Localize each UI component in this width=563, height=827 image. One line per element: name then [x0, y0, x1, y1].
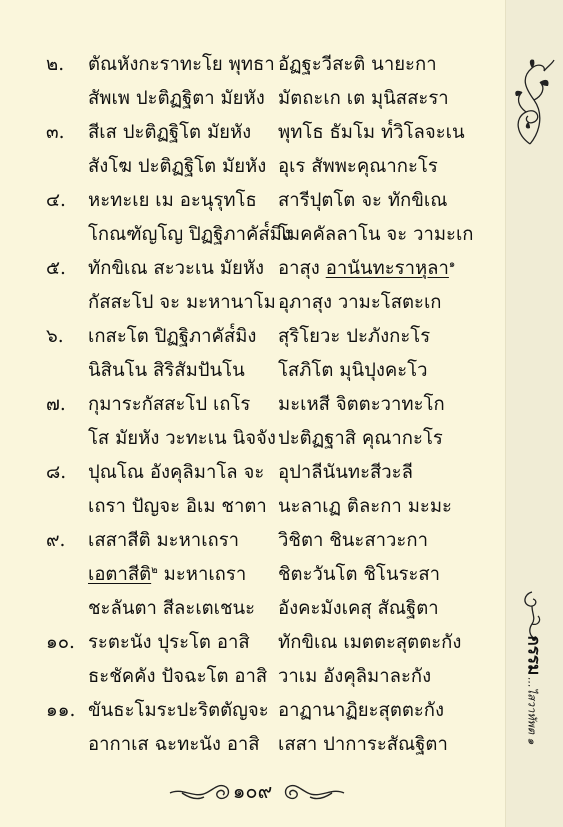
verse-right-text: ทักขิเณ เมตตะสุตตะกัง: [278, 632, 462, 653]
verse-left-text: นิสินโน สิริสัมปันโน: [88, 360, 245, 381]
verse-left-text: ทักขิเณ สะวะเน มัยหัง: [88, 258, 265, 279]
verse-left-text: กัสสะโป จะ มะหานาโม: [88, 292, 276, 313]
verse-line: [0, 422, 505, 456]
verse-line: [0, 116, 505, 150]
footnote-marker: ๒: [151, 564, 158, 576]
verse-number: ๑๑.: [46, 700, 76, 721]
verse-right-text: มะเหสี จิตตะวาทะโก: [278, 394, 445, 415]
verse-left-text: ธะชัคคัง ปัจฉะโต อาสิ: [88, 666, 268, 687]
verse-right-text: อุเร สัพพะคุณากะโร: [278, 156, 438, 177]
swirl-ornament-icon: [516, 588, 550, 642]
book-title: กรรม: [523, 635, 544, 676]
verse-right-text: มัตถะเก เต มุนิสสะรา: [278, 88, 449, 109]
verse-right-text: สารีปุตโต จะ ทักขิเณ: [278, 190, 448, 211]
verse-number: ๔.: [46, 190, 66, 211]
verse-left-text: ขันธะโมระปะริตตัญจะ: [88, 700, 269, 721]
verse-right-text: อังคะมังเคสุ สัณฐิตา: [278, 598, 439, 619]
verse-right-text: สุริโยวะ ปะภังกะโร: [278, 326, 431, 347]
verse-line: [0, 184, 505, 218]
verse-right-text: อุภาสุง วามะโสตะเก: [278, 292, 442, 313]
verse-number: ๗.: [46, 394, 66, 415]
underlined-name: อานันทะราหุลา: [325, 258, 449, 279]
verse-left-text: ระตะนัง ปุระโต อาสิ: [88, 632, 250, 653]
verse-left-text: เสสาสีติ มะหาเถรา: [88, 530, 240, 551]
verse-number: ๓.: [46, 122, 65, 143]
verse-line: [0, 286, 505, 320]
verse-line: [0, 490, 505, 524]
verse-line: [0, 660, 505, 694]
book-side-title: [521, 636, 548, 745]
footer-flourish-right-icon: [280, 780, 346, 806]
verse-right-text: อัฏฐะวีสะติ นายะกา: [278, 54, 437, 75]
verse-left-text: สีเส ปะติฏฐิโต มัยหัง: [88, 122, 252, 143]
verse-number: ๒.: [46, 54, 65, 75]
verse-number: ๑๐.: [46, 632, 75, 653]
verse-line: [0, 252, 505, 286]
verse-left-text: ตัณหังกะราทะโย พุทธา: [88, 54, 275, 75]
verse-line: [0, 728, 505, 762]
verse-line: [0, 456, 505, 490]
verse-line: [0, 82, 505, 116]
verse-right-text: โสภิโต มุนิปุงคะโว: [278, 360, 428, 381]
verse-left-text: สัพเพ ปะติฏฐิตา มัยหัง: [88, 88, 265, 109]
flourish-ornament-icon: [506, 56, 556, 148]
footnote-marker: ๑: [448, 258, 456, 270]
verse-right-text: วาเม อังคุลิมาละกัง: [278, 666, 432, 687]
verse-line: [0, 150, 505, 184]
verse-left-text: เกสะโต ปิฏฐิภาคัส๎มิง: [88, 326, 257, 347]
verse-left-text: [88, 558, 246, 592]
verse-number: ๕.: [46, 258, 66, 279]
verse-right-text: อาฏานาฏิยะสุตตะกัง: [278, 700, 445, 721]
verse-number: ๖.: [46, 326, 64, 347]
verse-right-text: [278, 252, 455, 286]
verse-number: ๘.: [46, 462, 67, 483]
verse-left-text: สังโฆ ปะติฏฐิโต มัยหัง: [88, 156, 267, 177]
verse-line: [0, 388, 505, 422]
book-volume: ...ไสวาทัพต ๑: [525, 677, 539, 745]
verse-left-text: ชะลันตา สีละเตเชนะ: [88, 598, 256, 619]
verse-left-text: โกณฑัญโญ ปิฏฐิภาคัส๎มิง: [88, 224, 291, 245]
verse-right-text: โมคคัลลาโน จะ วามะเก: [278, 224, 474, 245]
verse-line: [0, 694, 505, 728]
verse-right-text: อุปาลีนันทะสีวะลี: [278, 462, 413, 483]
verse-left-text: กุมาระกัสสะโป เถโร: [88, 394, 251, 415]
verse-left-text: อากาเส ฉะทะนัง อาสิ: [88, 734, 260, 755]
verse-line: [0, 354, 505, 388]
verse-left-text: โส มัยหัง วะทะเน นิจจัง: [88, 428, 276, 449]
verse-right-text: วิชิตา ชินะสาวะกา: [278, 530, 428, 551]
underlined-name: เอตาสีติ: [88, 564, 152, 585]
verse-right-text: พุทโธ ธัมโม ท๎วิโลจะเน: [278, 122, 465, 143]
verse-left-text: หะทะเย เม อะนุรุทโธ: [88, 190, 257, 211]
verse-number: ๙.: [46, 530, 66, 551]
verse-line: [0, 626, 505, 660]
verse-left-text: เถรา ปัญจะ อิเม ชาตา: [88, 496, 267, 517]
verse-left-plain: มะหาเถรา: [163, 564, 247, 585]
verse-right-plain: อาสุง: [278, 258, 320, 279]
verse-line: [0, 558, 505, 592]
verse-line: [0, 218, 505, 252]
verse-line: [0, 524, 505, 558]
verse-line: [0, 48, 505, 82]
verse-right-text: เสสา ปาการะสัณฐิตา: [278, 734, 448, 755]
verse-right-text: ชิตะวันโต ชิโนระสา: [278, 564, 441, 585]
verse-left-text: ปุณโณ อังคุลิมาโล จะ: [88, 462, 265, 483]
verse-right-text: นะลาเฏ ติละกา มะมะ: [278, 496, 452, 517]
verse-line: [0, 592, 505, 626]
page-number: ๑๐๙: [232, 779, 273, 803]
verse-line: [0, 320, 505, 354]
verse-right-text: ปะติฏฐาสิ คุณากะโร: [278, 428, 443, 449]
